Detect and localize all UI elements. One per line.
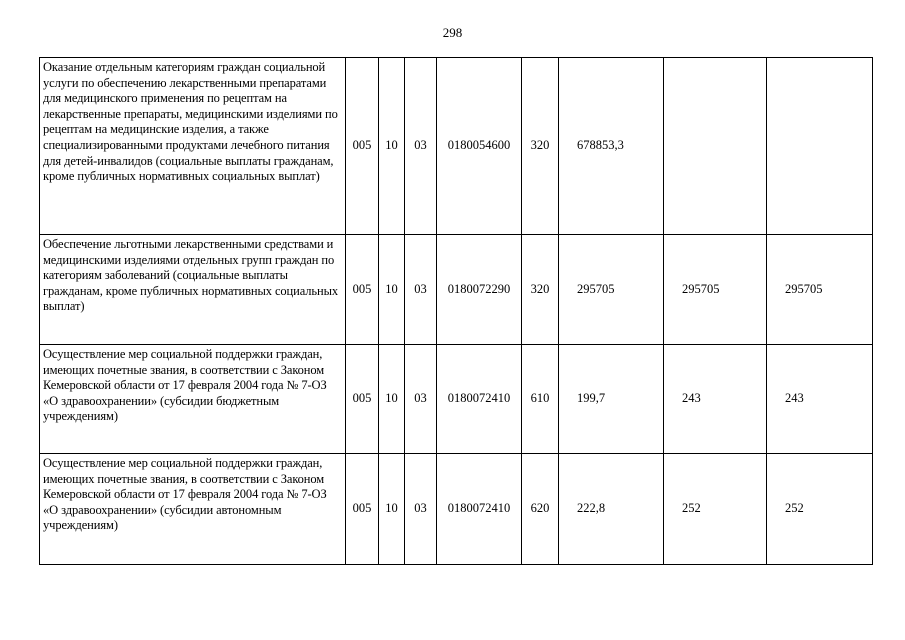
section-code: 10 — [379, 345, 405, 454]
table-row — [40, 345, 873, 454]
expense-type-code: 620 — [522, 454, 559, 565]
amount-year-3: 295705 — [767, 235, 873, 345]
amount-year-3: 243 — [767, 345, 873, 454]
table-row — [40, 235, 873, 345]
amount-year-2: 252 — [664, 454, 767, 565]
ministry-code: 005 — [346, 345, 379, 454]
row-description: Осуществление мер социальной поддержки граждан, имеющих почетные звания, в соответствии с Законом Кемеровской области от 17 февраля 2004 года № 7-ОЗ «О здравоохранении» (субсидии автономным учреждениям) — [40, 454, 346, 565]
ministry-code: 005 — [346, 235, 379, 345]
page-number: 298 — [442, 25, 463, 40]
amount-year-2: 295705 — [664, 235, 767, 345]
subsection-code: 03 — [405, 345, 437, 454]
amount-year-1: 199,7 — [559, 345, 664, 454]
expense-type-code: 320 — [522, 58, 559, 235]
row-description: Обеспечение льготными лекарственными средствами и медицинскими изделиями отдельных групп граждан по категориям заболеваний (социальные выплаты гражданам, кроме публичных нормативных социальных выплат) — [40, 235, 346, 345]
expense-type-code: 320 — [522, 235, 559, 345]
amount-year-3 — [767, 58, 873, 235]
subsection-code: 03 — [405, 235, 437, 345]
amount-year-1: 678853,3 — [559, 58, 664, 235]
budget-table — [39, 57, 873, 565]
target-article-code: 0180072410 — [437, 345, 522, 454]
amount-year-1: 222,8 — [559, 454, 664, 565]
subsection-code: 03 — [405, 58, 437, 235]
row-description: Оказание отдельным категориям граждан социальной услуги по обеспечению лекарственными препаратами для медицинского применения по рецептам на лекарственные препараты, медицинскими изделиями по рецептам на медицинские изделия, а также специализированными продуктами лечебного питания для детей-инвалидов (социальные выплаты гражданам, кроме публичных нормативных социальных выплат) — [40, 58, 346, 235]
section-code: 10 — [379, 454, 405, 565]
ministry-code: 005 — [346, 454, 379, 565]
amount-year-2 — [664, 58, 767, 235]
table-row — [40, 58, 873, 235]
amount-year-1: 295705 — [559, 235, 664, 345]
table-row — [40, 454, 873, 565]
target-article-code: 0180072410 — [437, 454, 522, 565]
target-article-code: 0180072290 — [437, 235, 522, 345]
ministry-code: 005 — [346, 58, 379, 235]
section-code: 10 — [379, 58, 405, 235]
subsection-code: 03 — [405, 454, 437, 565]
section-code: 10 — [379, 235, 405, 345]
target-article-code: 0180054600 — [437, 58, 522, 235]
amount-year-3: 252 — [767, 454, 873, 565]
expense-type-code: 610 — [522, 345, 559, 454]
amount-year-2: 243 — [664, 345, 767, 454]
row-description: Осуществление мер социальной поддержки граждан, имеющих почетные звания, в соответствии с Законом Кемеровской области от 17 февраля 2004 года № 7-ОЗ «О здравоохранении» (субсидии бюджетным учреждениям) — [40, 345, 346, 454]
